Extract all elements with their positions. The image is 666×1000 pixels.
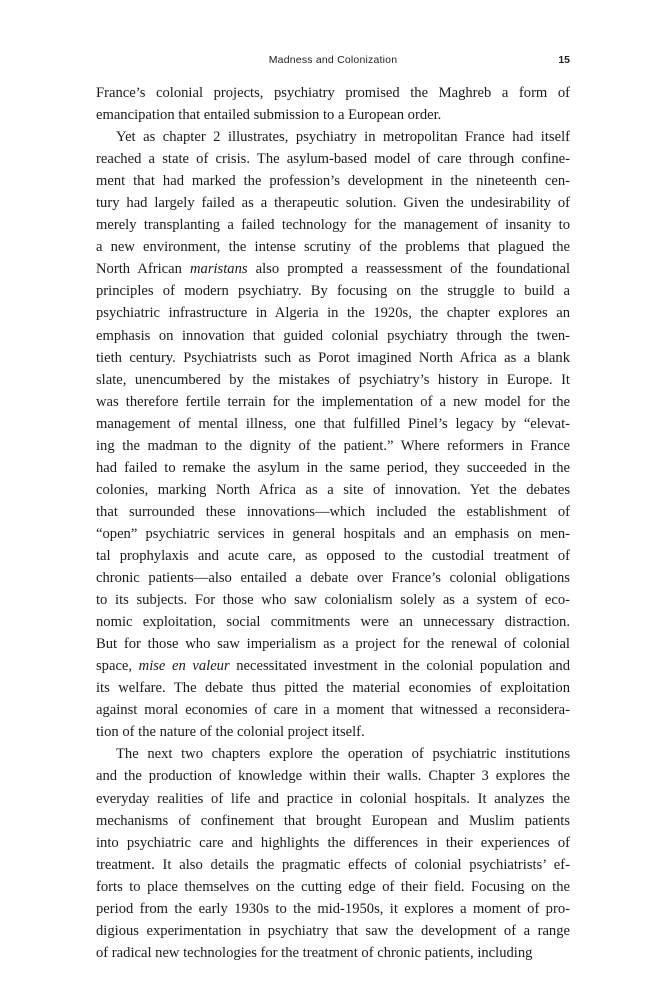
text-line: tury had largely failed as a therapeutic solution. Given the undesirability of [96, 195, 570, 212]
text-line: a new environment, the intense scrutiny of the problems that plagued the [96, 239, 570, 256]
text-line: colonies, marking North Africa as a site of innovation. Yet the debates [96, 481, 570, 498]
text-line: France’s colonial projects, psychiatry promised the Maghreb a form of [96, 85, 570, 101]
text-line: mechanisms of confinement that brought European and Muslim patients [96, 812, 570, 829]
text-line: But for those who saw imperialism as a project for the renewal of colonial [96, 636, 570, 653]
text-line: treatment. It also details the pragmatic effects of colonial psychiatrists’ ef- [96, 856, 570, 873]
text-line: The next two chapters explore the operation of psychiatric institutions [116, 746, 570, 763]
text-line: “open” psychiatric services in general hospitals and an emphasis on men- [96, 525, 570, 542]
text-line: everyday realities of life and practice in colonial hospitals. It analyzes the [96, 790, 570, 807]
text-line: merely transplanting a failed technology for the management of insanity to [96, 217, 570, 234]
text-line: chronic patients—also entailed a debate over France’s colonial obligations [96, 570, 570, 587]
text-line: tion of the nature of the colonial project itself. [96, 724, 365, 741]
text-line: and the production of knowledge within their walls. Chapter 3 explores the [96, 768, 570, 785]
text-line: into psychiatric care and highlights the differences in their experiences of [96, 834, 570, 851]
body-text [96, 82, 570, 964]
text-line: Yet as chapter 2 illustrates, psychiatry in metropolitan France had itself [116, 129, 570, 146]
text-line: against moral economies of care in a moment that witnessed a reconsidera- [96, 702, 570, 719]
running-head [96, 54, 570, 70]
text-line: its welfare. The debate thus pitted the material economies of exploitation [96, 680, 570, 697]
text-line: North African maristans also prompted a reassessment of the foundational [96, 261, 571, 278]
text-line: forts to place themselves on the cutting edge of their field. Focusing on the [96, 878, 570, 895]
text-line: of radical new technologies for the treatment of chronic patients, including [96, 944, 533, 961]
text-line: reached a state of crisis. The asylum-based model of care through confine- [96, 151, 570, 168]
page-number: 15 [558, 54, 570, 66]
text-line: digious experimentation in psychiatry that saw the development of a range [96, 922, 570, 939]
text-line: management of mental illness, one that fulfilled Pinel’s legacy by “elevat- [96, 415, 570, 432]
text-line: was therefore fertile terrain for the implementation of a new model for the [96, 393, 570, 410]
running-head-title: Madness and Colonization [268, 54, 398, 66]
text-line: psychiatric infrastructure in Algeria in the 1920s, the chapter explores an [96, 305, 570, 322]
text-line: tal prophylaxis and acute care, as opposed to the custodial treatment of [96, 547, 570, 564]
text-line: emancipation that entailed submission to a European order. [96, 107, 442, 124]
paragraph-p2 [96, 126, 570, 743]
paragraph-p3 [96, 743, 570, 963]
text-line: emphasis on innovation that guided colonial psychiatry through the twen- [96, 327, 570, 344]
text-line: ment that had marked the profession’s development in the nineteenth cen- [96, 173, 570, 190]
text-line: tieth century. Psychiatrists such as Porot imagined North Africa as a blank [96, 349, 570, 366]
text-line: principles of modern psychiatry. By focusing on the struggle to build a [96, 283, 570, 300]
text-line: nomic exploitation, social commitments were an unnecessary distraction. [96, 614, 570, 631]
text-line: period from the early 1930s to the mid-1950s, it explores a moment of pro- [96, 900, 570, 917]
text-line: slate, unencumbered by the mistakes of psychiatry’s history in Europe. It [96, 371, 570, 388]
text-line: to its subjects. For those who saw colonialism solely as a system of eco- [96, 592, 570, 609]
paragraph-p1 [96, 82, 570, 126]
text-line: had failed to remake the asylum in the same period, they succeeded in the [96, 459, 570, 476]
text-line: that surrounded these innovations—which included the establishment of [96, 503, 570, 520]
text-line: ing the madman to the dignity of the patient.” Where reformers in France [96, 437, 570, 454]
text-line: space, mise en valeur necessitated investment in the colonial population and [96, 658, 571, 675]
